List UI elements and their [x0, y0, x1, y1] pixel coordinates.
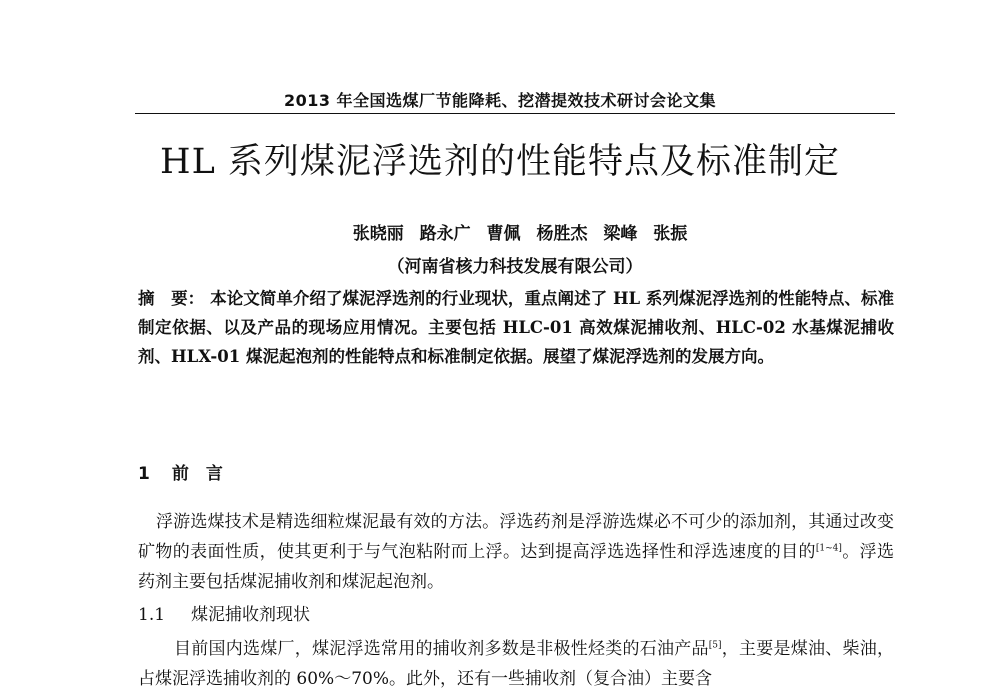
subsection-title: 煤泥捕收剂现状 [191, 605, 311, 625]
section-title: 前 言 [171, 464, 223, 484]
paper-title: HL 系列煤泥浮选剂的性能特点及标准制定 [160, 142, 840, 182]
section-heading-1 [138, 459, 223, 484]
paragraph-text: ，主要是煤油、柴油，占煤泥浮选捕收剂的 60%～70%。此外，还有一些捕收剂（复合油）主要含 [138, 639, 894, 689]
citation-ref: [5] [708, 640, 722, 651]
header-rule [135, 113, 895, 114]
subsection-heading-1-1 [138, 600, 310, 625]
paragraph-text: 。浮选药剂主要包括煤泥捕收剂和煤泥起泡剂。 [138, 542, 895, 592]
paper-affiliation: （河南省核力科技发展有限公司） [387, 257, 643, 277]
body-paragraph [138, 507, 894, 597]
subsection-number: 1.1 [138, 605, 166, 625]
running-header: 2013 年全国选煤厂节能降耗、挖潜提效技术研讨会论文集 [283, 91, 717, 110]
paragraph-text: 目前国内选煤厂，煤泥浮选常用的捕收剂多数是非极性烃类的石油产品 [174, 639, 709, 659]
paragraph-text: 浮游选煤技术是精选细粒煤泥最有效的方法。浮选药剂是浮游选煤必不可少的添加剂，其通过改变矿物的表面性质，使其更利于与气泡粘附而上浮。达到提高浮选选择性和浮选速度的目的 [138, 512, 894, 562]
abstract-label: 摘 要： [138, 289, 205, 308]
abstract-text: 本论文简单介绍了煤泥浮选剂的行业现状，重点阐述了 HL 系列煤泥浮选剂的性能特点、标准制定依据、以及产品的现场应用情况。主要包括 HLC-01 高效煤泥捕收剂、HLC-02 水基煤泥捕收剂、HLX-01 煤泥起泡剂的性能特点和标准制定依据。展望了煤泥浮选剂的发展方向。 [138, 289, 894, 366]
body-paragraph [138, 634, 894, 694]
paper-authors: 张晓丽 路永广 曹佩 杨胜杰 梁峰 张振 [352, 224, 688, 244]
citation-ref: [1~4] [815, 543, 842, 554]
abstract [138, 284, 894, 371]
section-number: 1 [138, 464, 150, 484]
